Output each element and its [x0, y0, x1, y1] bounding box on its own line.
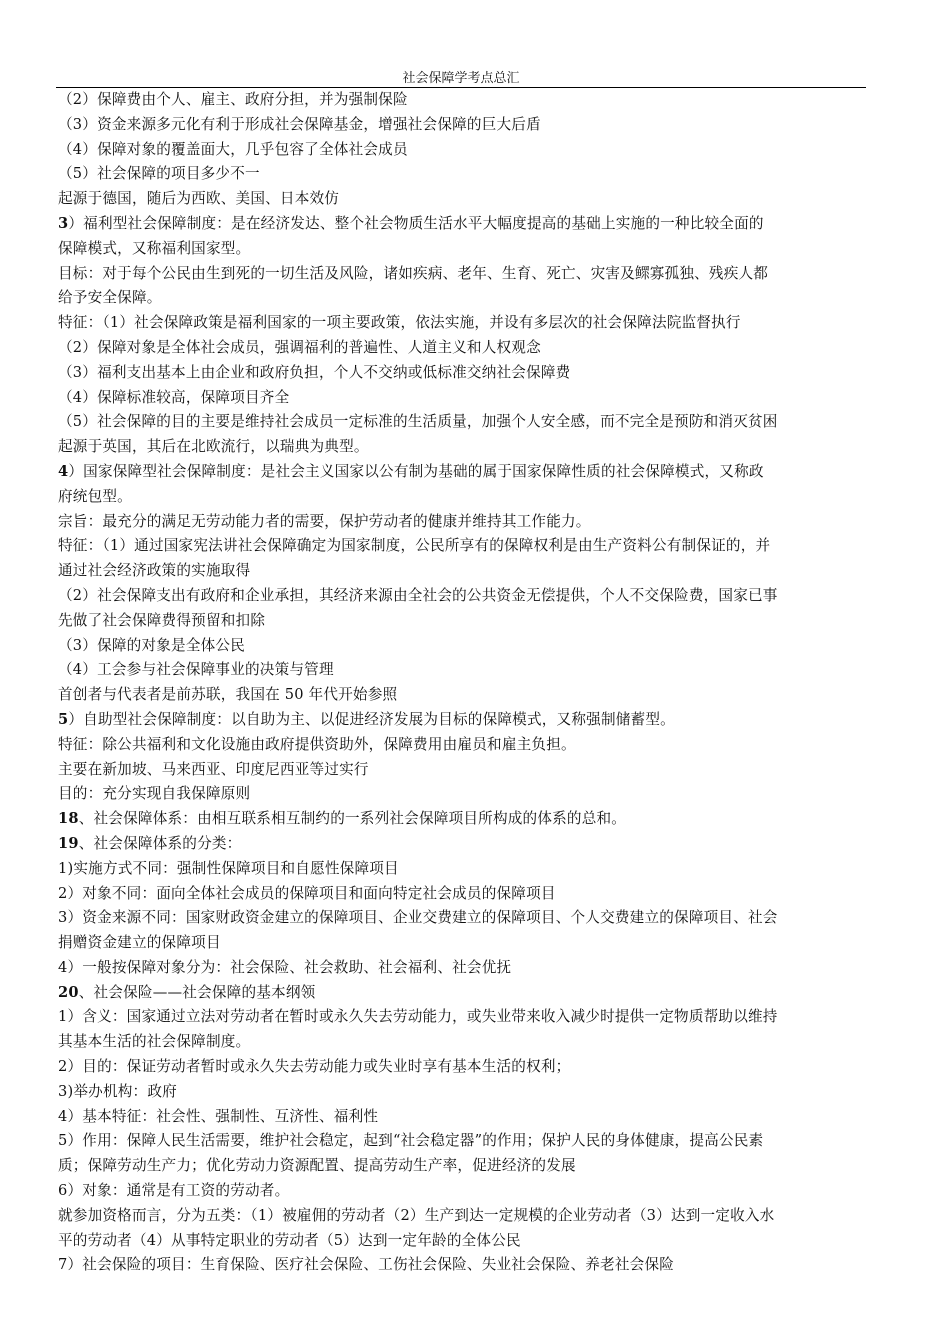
line-text: （5）社会保障的项目多少不一	[58, 165, 260, 183]
text-line	[58, 658, 864, 683]
text-line	[58, 1154, 864, 1179]
text-line	[58, 510, 864, 535]
text-line	[58, 683, 864, 708]
line-text: 2）对象不同：面向全体社会成员的保障项目和面向特定社会成员的保障项目	[58, 884, 556, 902]
line-text: （3）福利支出基本上由企业和政府负担，个人不交纳或低标准交纳社会保障费	[58, 363, 571, 381]
line-text: 、社会保险——社会保障的基本纲领	[78, 983, 316, 1001]
text-line	[58, 410, 864, 435]
line-text: （4）保障对象的覆盖面大，几乎包容了全体社会成员	[58, 140, 408, 158]
item-number: 19	[58, 834, 79, 852]
line-text: ）国家保障型社会保障制度：是社会主义国家以公有制为基础的属于国家保障性质的社会保障模式，又称政	[68, 462, 764, 480]
line-text: 4）基本特征：社会性、强制性、互济性、福利性	[58, 1107, 379, 1125]
line-text: 、社会保障体系的分类：	[78, 834, 242, 852]
text-line	[58, 832, 864, 857]
line-text: 通过社会经济政策的实施取得	[58, 562, 251, 580]
text-line	[58, 435, 864, 460]
document-body	[58, 88, 864, 1278]
item-number: 4	[58, 462, 69, 480]
line-text: ）自助型社会保障制度：以自助为主、以促进经济发展为目标的保障模式，又称强制储蓄型。	[68, 710, 675, 728]
line-text: 其基本生活的社会保障制度。	[58, 1033, 251, 1051]
line-text: 捐赠资金建立的保障项目	[58, 934, 221, 952]
text-line	[58, 336, 864, 361]
line-text: 首创者与代表者是前苏联，我国在 50 年代开始参照	[58, 686, 398, 704]
line-text: 4）一般按保障对象分为：社会保险、社会救助、社会福利、社会优抚	[58, 958, 512, 976]
text-line	[58, 1005, 864, 1030]
text-line	[58, 311, 864, 336]
text-line	[58, 361, 864, 386]
text-line	[58, 1030, 864, 1055]
page-header: 社会保障学考点总汇	[402, 71, 520, 86]
text-line	[58, 1253, 864, 1278]
text-line	[58, 758, 864, 783]
text-line	[58, 212, 864, 237]
text-line	[58, 956, 864, 981]
line-text: ）福利型社会保障制度：是在经济发达、整个社会物质生活水平大幅度提高的基础上实施的一种比较全面的	[68, 214, 764, 232]
line-text: 、社会保障体系：由相互联系相互制约的一系列社会保障项目所构成的体系的总和。	[78, 810, 627, 828]
text-line	[58, 88, 864, 113]
text-line	[58, 1229, 864, 1254]
text-line	[58, 286, 864, 311]
text-line	[58, 857, 864, 882]
item-number: 18	[58, 810, 79, 828]
line-text: （2）保障对象是全体社会成员，强调福利的普遍性、人道主义和人权观念	[58, 338, 541, 356]
line-text: 给予安全保障。	[58, 289, 162, 307]
text-line	[58, 882, 864, 907]
line-text: （4）保障标准较高，保障项目齐全	[58, 388, 290, 406]
line-text: 府统包型。	[58, 487, 132, 505]
text-line	[58, 733, 864, 758]
text-line	[58, 162, 864, 187]
text-line	[58, 386, 864, 411]
line-text: 宗旨：最充分的满足无劳动能力者的需要，保护劳动者的健康并维持其工作能力。	[58, 512, 591, 530]
line-text: 保障模式，又称福利国家型。	[58, 239, 251, 257]
item-number: 5	[58, 710, 69, 728]
line-text: 质；保障劳动生产力；优化劳动力资源配置、提高劳动生产率，促进经济的发展	[58, 1157, 576, 1175]
line-text: 1)实施方式不同：强制性保障项目和自愿性保障项目	[58, 859, 399, 877]
line-text: 5）作用：保障人民生活需要，维护社会稳定，起到“社会稳定器”的作用；保护人民的身体健康，提高公民素	[58, 1132, 764, 1150]
line-text: （4）工会参与社会保障事业的决策与管理	[58, 661, 334, 679]
text-line	[58, 1129, 864, 1154]
line-text: （5）社会保障的目的主要是维持社会成员一定标准的生活质量，加强个人安全感，而不完全是预防和消灭贫困	[58, 413, 778, 431]
text-line	[58, 931, 864, 956]
text-line	[58, 485, 864, 510]
text-line	[58, 187, 864, 212]
line-text: 起源于英国，其后在北欧流行，以瑞典为典型。	[58, 438, 369, 456]
line-text: 主要在新加坡、马来西亚、印度尼西亚等过实行	[58, 760, 369, 778]
line-text: 1）含义：国家通过立法对劳动者在暂时或永久失去劳动能力，或失业带来收入减少时提供一定物质帮助以维持	[58, 1008, 778, 1026]
text-line	[58, 460, 864, 485]
line-text: 6）对象：通常是有工资的劳动者。	[58, 1182, 290, 1200]
text-line	[58, 262, 864, 287]
text-line	[58, 584, 864, 609]
text-line	[58, 113, 864, 138]
text-line	[58, 1204, 864, 1229]
item-number: 3	[58, 214, 69, 232]
line-text: （3）资金来源多元化有利于形成社会保障基金，增强社会保障的巨大后盾	[58, 115, 541, 133]
line-text: （3）保障的对象是全体公民	[58, 636, 246, 654]
text-line	[58, 1105, 864, 1130]
line-text: 先做了社会保障费得预留和扣除	[58, 611, 266, 629]
line-text: 2）目的：保证劳动者暂时或永久失去劳动能力或失业时享有基本生活的权利；	[58, 1058, 571, 1076]
line-text: 目的：充分实现自我保障原则	[58, 785, 251, 803]
line-text: 特征：（1）通过国家宪法讲社会保障确定为国家制度，公民所享有的保障权利是由生产资料公有制保证的，并	[58, 537, 771, 555]
text-line	[58, 782, 864, 807]
text-line	[58, 1080, 864, 1105]
line-text: 特征：（1）社会保障政策是福利国家的一项主要政策，依法实施，并设有多层次的社会保障法院监督执行	[58, 314, 741, 332]
line-text: （2）保障费由个人、雇主、政府分担，并为强制保险	[58, 91, 408, 108]
line-text: （2）社会保障支出有政府和企业承担，其经济来源由全社会的公共资金无偿提供，个人不交保险费，国家已事	[58, 586, 778, 604]
text-line	[58, 634, 864, 659]
text-line	[58, 237, 864, 262]
item-number: 20	[58, 983, 79, 1001]
text-line	[58, 981, 864, 1006]
line-text: 特征：除公共福利和文化设施由政府提供资助外，保障费用由雇员和雇主负担。	[58, 735, 576, 753]
text-line	[58, 906, 864, 931]
text-line	[58, 609, 864, 634]
line-text: 3）资金来源不同：国家财政资金建立的保障项目、企业交费建立的保障项目、个人交费建立的保障项目、社会	[58, 909, 778, 927]
line-text: 就参加资格而言，分为五类：（1）被雇佣的劳动者（2）生产到达一定规模的企业劳动者（3）达到一定收入水	[58, 1206, 775, 1224]
text-line	[58, 559, 864, 584]
line-text: 平的劳动者（4）从事特定职业的劳动者（5）达到一定年龄的全体公民	[58, 1231, 521, 1249]
line-text: 目标：对于每个公民由生到死的一切生活及风险，诸如疾病、老年、生育、死亡、灾害及鳏寡孤独、残疾人都	[58, 264, 769, 282]
text-line	[58, 1179, 864, 1204]
text-line	[58, 807, 864, 832]
line-text: 7）社会保险的项目：生育保险、医疗社会保险、工伤社会保险、失业社会保险、养老社会保险	[58, 1256, 675, 1274]
line-text: 起源于德国，随后为西欧、美国、日本效仿	[58, 190, 340, 208]
text-line	[58, 534, 864, 559]
line-text: 3)举办机构：政府	[58, 1082, 177, 1100]
text-line	[58, 1055, 864, 1080]
text-line	[58, 138, 864, 163]
text-line	[58, 708, 864, 733]
